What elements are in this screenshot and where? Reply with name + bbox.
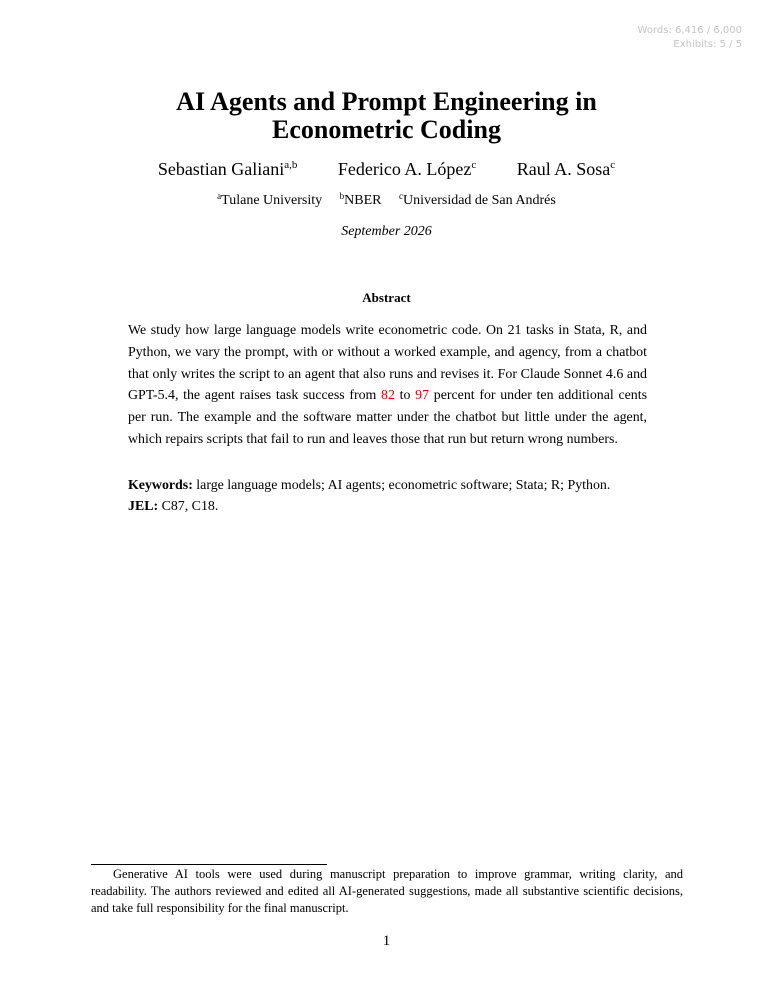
author-affil-mark: c	[471, 159, 477, 171]
author-2	[338, 159, 476, 179]
abstract-text-1: We study how large language models write econometric code. On 21 tasks in Stata, R, and Python, we vary the prompt, with or without a worked example, and agency, from a chatbot that only writes the script to an agent that also runs and revises it. For Claude Sonnet 4.6 and GPT-5.4, the agent raises task success from	[128, 323, 647, 404]
affil-mark: b	[339, 191, 345, 201]
author-1	[158, 159, 298, 179]
affil-mark: c	[399, 191, 403, 201]
author-3	[517, 159, 615, 179]
title-line-1: AI Agents and Prompt Engineering in	[176, 87, 597, 116]
footnote	[91, 866, 683, 917]
keywords-text: large language models; AI agents; econometric software; Stata; R; Python.	[192, 478, 611, 493]
keywords-line	[128, 475, 653, 496]
keywords-block	[128, 475, 653, 517]
page-number: 1	[382, 933, 391, 949]
abstract-text-3: percent for under ten additional cents per run. The example and the software matter under the chatbot but little under the agent, which repairs scripts that fail to run and leaves those that run but return wrong numbers.	[128, 388, 648, 447]
author-name: Federico A. López	[337, 159, 472, 179]
footnote-text: Generative AI tools were used during manuscript preparation to improve grammar, writing clarity, and readability. The authors reviewed and edited all AI-generated suggestions, made all substantive scientific decisions, and take full responsibility for the final manuscript.	[91, 867, 683, 915]
word-count: Words: 6,416 / 6,000	[637, 25, 742, 36]
abstract-link-value-from[interactable]: 82	[381, 388, 395, 404]
jel-line	[128, 496, 653, 517]
affiliation-c	[399, 193, 556, 208]
affil-mark: a	[217, 191, 222, 201]
jel-label: JEL:	[128, 499, 159, 514]
affiliation-b	[340, 193, 382, 208]
author-affil-mark: a,b	[284, 159, 298, 171]
footnote-rule	[91, 864, 327, 865]
author-affil-mark: c	[610, 159, 616, 171]
abstract-link-value-to[interactable]: 97	[415, 388, 430, 404]
author-name: Sebastian Galiani	[157, 159, 285, 179]
abstract-body	[128, 320, 647, 451]
exhibit-count: Exhibits: 5 / 5	[673, 39, 742, 50]
author-list	[0, 157, 773, 181]
abstract-heading: Abstract	[362, 290, 411, 305]
author-name: Raul A. Sosa	[516, 159, 611, 179]
keywords-label: Keywords:	[128, 478, 193, 493]
affiliation-list	[0, 192, 773, 210]
affil-name: NBER	[344, 193, 382, 208]
affil-name: Universidad de San Andrés	[403, 193, 556, 208]
jel-text: C87, C18.	[158, 499, 219, 514]
word-exhibit-counter	[638, 24, 742, 52]
title-line-2: Econometric Coding	[272, 115, 501, 144]
affiliation-a	[217, 193, 322, 208]
affil-name: Tulane University	[221, 193, 323, 208]
abstract-text-2: to	[394, 388, 416, 404]
paper-title	[0, 88, 773, 144]
paper-date: September 2026	[341, 224, 432, 239]
